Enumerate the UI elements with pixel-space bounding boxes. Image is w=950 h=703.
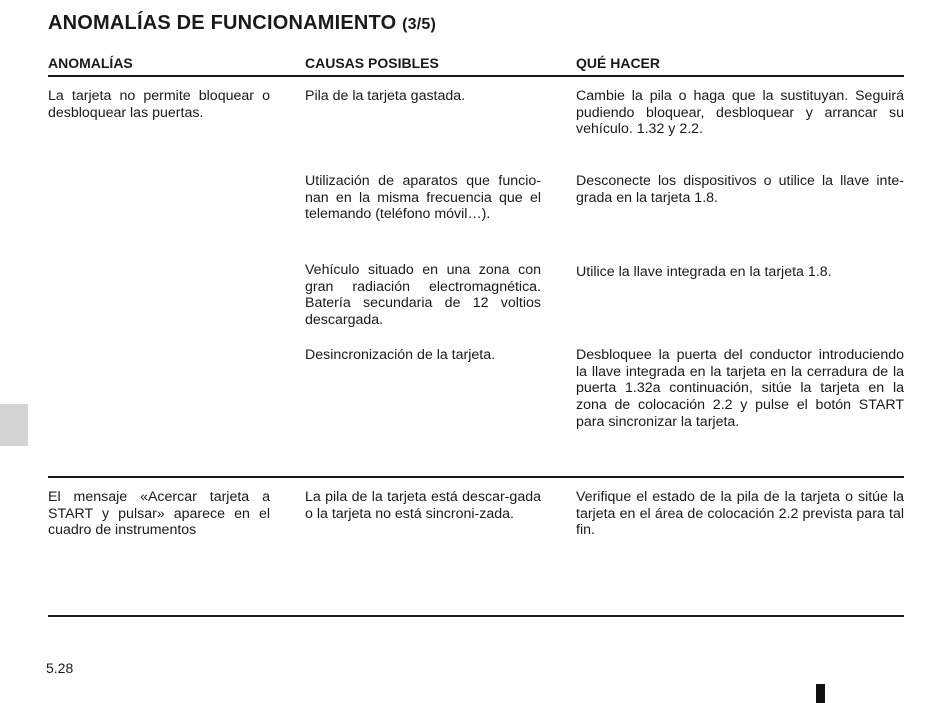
header-que-hacer: QUÉ HACER — [576, 55, 661, 71]
row-divider — [48, 476, 904, 478]
row2-anomaly: El mensaje «Acercar tarjeta a START y pulsar» aparece en el cuadro de instrumentos — [48, 489, 270, 539]
header-anomalias: ANOMALÍAS — [48, 55, 133, 71]
row1-anomaly: La tarjeta no permite bloquear o desbloquear las puertas. — [48, 88, 270, 121]
title-part: (3/5) — [402, 16, 437, 33]
page-title — [48, 12, 436, 35]
row1-cause-1: Pila de la tarjeta gastada. — [305, 88, 466, 104]
row2-cause-1: La pila de la tarjeta está descar-gada o la tarjeta no está sincroni-zada. — [305, 489, 541, 522]
row1-cause-4: Desincronización de la tarjeta. — [305, 347, 496, 363]
row1-cause-2: Utilización de aparatos que funcio-nan en la misma frecuencia que el telemando (teléfono móvil…). — [305, 173, 541, 223]
row1-action-2: Desconecte los dispositivos o utilice la llave inte-grada en la tarjeta 1.8. — [576, 173, 904, 206]
corner-marker — [816, 684, 825, 703]
header-causas-posibles: CAUSAS POSIBLES — [305, 55, 439, 71]
row1-cause-3: Vehículo situado en una zona con gran radiación electromagnética. Batería secundaria de 12 voltios descargada. — [305, 262, 541, 329]
table-bottom-rule — [48, 615, 904, 617]
title-text: ANOMALÍAS DE FUNCIONAMIENTO — [48, 12, 397, 34]
row1-action-1: Cambie la pila o haga que la sustituyan. Seguirá pudiendo bloquear, desbloquear y arrancar su vehículo. 1.32 y 2.2. — [576, 88, 904, 138]
page-number: 5.28 — [46, 660, 74, 676]
row2-action-1: Verifique el estado de la pila de la tarjeta o sitúe la tarjeta en el área de colocación 2.2 prevista para tal fin. — [576, 489, 904, 539]
header-rule — [48, 75, 904, 77]
row1-action-3: Utilice la llave integrada en la tarjeta 1.8. — [576, 264, 832, 280]
section-tab — [0, 404, 28, 446]
row1-action-4: Desbloquee la puerta del conductor introduciendo la llave integrada en la tarjeta en la cerradura de la puerta 1.32a continuación, sitúe la tarjeta en la zona de colocación 2.2 y pulse el botón START para sincronizar la tarjeta. — [576, 347, 904, 430]
